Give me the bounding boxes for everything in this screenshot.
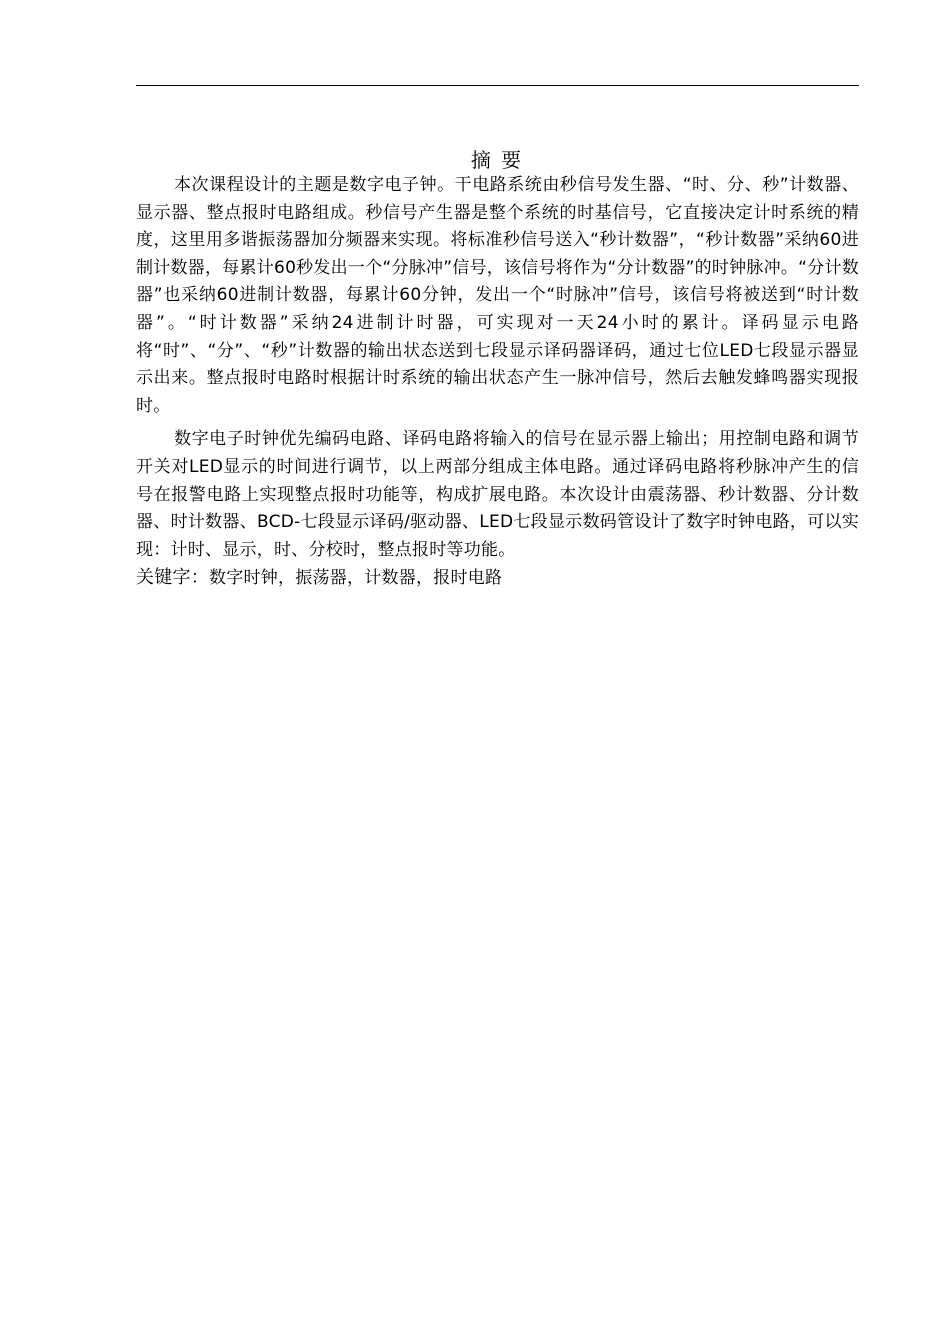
keywords-line [136,564,859,593]
abstract-paragraph-2: 数字电子时钟优先编码电路、译码电路将输入的信号在显示器上输出；用控制电路和调节开关对LED显示的时间进行调节，以上两部分组成主体电路。通过译码电路将秒脉冲产生的信号在报警电路上实现整点报时功能等，构成扩展电路。本次设计由震荡器、秒计数器、分计数器、时计数器、BCD-七段显示译码/驱动器、LED七段显示数码管设计了数字时钟电路，可以实现：计时、显示，时、分校时，整点报时等功能。 [136,429,859,560]
header-rule [136,85,859,86]
keywords-text: 数字时钟，振荡器，计数器，报时电路 [209,568,503,589]
abstract-title: 摘 要 [470,148,524,172]
keywords-label: 关键字： [136,567,209,589]
abstract-paragraph-1: 本次课程设计的主题是数字电子钟。干电路系统由秒信号发生器、“时、分、秒”计数器、显示器、整点报时电路组成。秒信号产生器是整个系统的时基信号，它直接决定计时系统的精度，这里用多谐振荡器加分频器来实现。将标准秒信号送入“秒计数器”，“秒计数器”采纳60进制计数器，每累计60秒发出一个“分脉冲”信号，该信号将作为“分计数器”的时钟脉冲。“分计数器”也采纳60进制计数器，每累计60分钟，发出一个“时脉冲”信号，该信号将被送到“时计数器”。“时计数器”采纳24进制计时器，可实现对一天24小时的累计。译码显示电路将“时”、“分”、“秒”计数器的输出状态送到七段显示译码器译码，通过七位LED七段显示器显示出来。整点报时电路时根据计时系统的输出状态产生一脉冲信号，然后去触发蜂鸣器实现报时。 [136,175,859,416]
abstract-body [136,172,859,593]
